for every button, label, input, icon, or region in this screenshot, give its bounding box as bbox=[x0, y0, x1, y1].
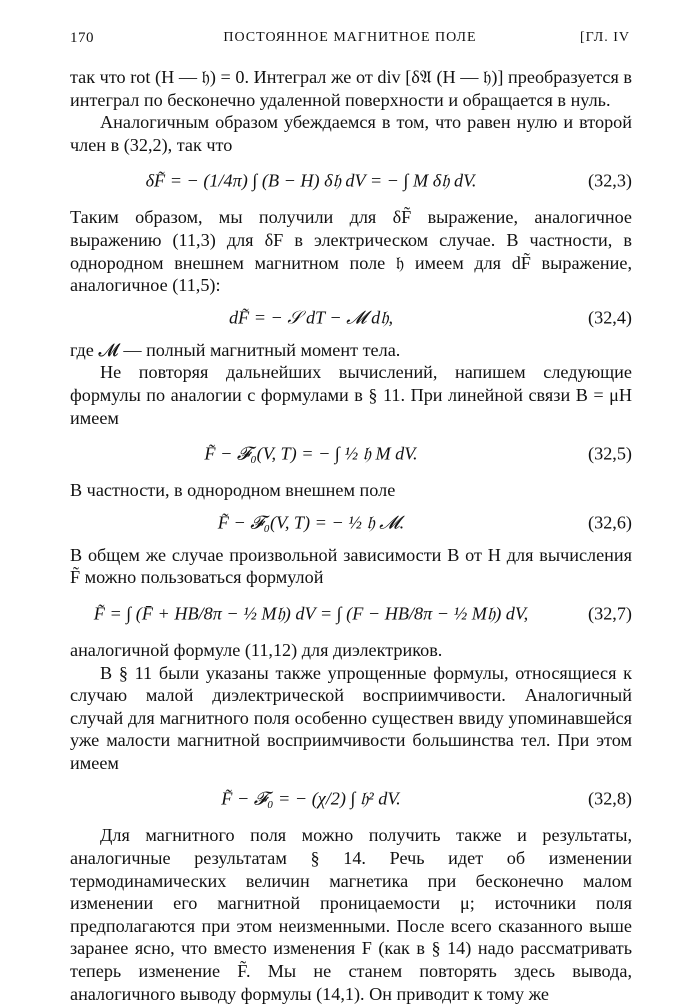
equation-32-4 bbox=[70, 297, 632, 339]
page-body bbox=[70, 66, 632, 1005]
equation-32-7 bbox=[70, 589, 632, 639]
paragraph: Аналогичным образом убеждаемся в том, что равен нулю и второй член в (32,2), так что bbox=[70, 112, 632, 155]
equation-32-5 bbox=[70, 429, 632, 479]
paragraph: аналогичной формуле (11,12) для диэлектриков. bbox=[70, 639, 443, 660]
equation-number: (32,8) bbox=[588, 789, 632, 810]
paragraph: В § 11 были указаны также упрощенные формулы, относящиеся к случаю малой диэлектрической восприимчивости. Аналогичный случай для магнитного поля особенно существен ввиду упоминавшейся уже малости магнитной восприимчивости большинства тел. При этом имеем bbox=[70, 662, 632, 773]
paragraph: В общем же случае произвольной зависимости B от H для вычисления F̃ можно пользоваться формулой bbox=[70, 544, 632, 588]
equation-number: (32,6) bbox=[588, 512, 632, 533]
equation-number: (32,5) bbox=[588, 443, 632, 464]
paragraph: Для магнитного поля можно получить также и результаты, аналогичные результатам § 14. Речь идет об изменении термодинамических величин магнетика при бесконечно малом изменении его магнитной проницаемости μ; источники поля предполагаются при этом неизменными. После всего сказанного выше заранее ясно, что вместо изменения F (как в § 14) надо рассматривать теперь изменение F̃. Мы не станем повторять здесь вывода, аналогичного выводу формулы (14,1). Он приводит к тому же bbox=[70, 825, 632, 1004]
equation-number: (32,3) bbox=[588, 171, 632, 192]
running-title: ПОСТОЯННОЕ МАГНИТНОЕ ПОЛЕ bbox=[223, 30, 477, 45]
page-number: 170 bbox=[70, 30, 94, 46]
equation-32-8 bbox=[70, 774, 632, 824]
equation-formula: F̃ = ∫ (F̄ + HB/8π − ½ M𝔥) dV = ∫ (F − HB/8π − ½ M𝔥) dV, bbox=[93, 603, 529, 624]
equation-number: (32,7) bbox=[588, 603, 632, 624]
equation-number: (32,4) bbox=[588, 307, 632, 328]
equation-32-6 bbox=[70, 502, 632, 544]
equation-formula: dF̃ = − 𝒮 dT − 𝓜 d𝔥, bbox=[228, 307, 394, 328]
equation-formula: F̃ − 𝓕₀ = − (χ/2) ∫ 𝔥² dV. bbox=[221, 789, 401, 810]
equation-32-3 bbox=[70, 156, 632, 206]
equation-formula: F̃ − 𝓕₀(V, T) = − ∫ ½ 𝔥 M dV. bbox=[204, 443, 418, 464]
page-header bbox=[70, 30, 630, 54]
equation-formula: δF̃ = − (1/4π) ∫ (B − H) δ𝔥 dV = − ∫ M δ𝔥 dV. bbox=[145, 171, 477, 192]
paragraph: В частности, в однородном внешнем поле bbox=[70, 480, 396, 501]
chapter-label: [ГЛ. IV bbox=[580, 30, 630, 45]
paragraph: Не повторяя дальнейших вычислений, напишем следующие формулы по аналогии с формулами в § 11. При линейной связи B = μH имеем bbox=[70, 362, 632, 428]
paragraph: так что rot (H — 𝔥) = 0. Интеграл же от div [δ𝔄 (H — 𝔥)] преобразуется в интеграл по бесконечно удаленной поверхности и обращается в нуль. bbox=[70, 67, 632, 110]
equation-formula: F̃ − 𝓕₀(V, T) = − ½ 𝔥 𝓜. bbox=[217, 512, 405, 533]
paragraph: где 𝓜 — полный магнитный момент тела. bbox=[70, 339, 401, 360]
paragraph: Таким образом, мы получили для δF̃ выражение, аналогичное выражению (11,3) для δF в электрическом случае. В частности, в однородном внешнем магнитном поле 𝔥 имеем для dF̃ выражение, аналогичное (11,5): bbox=[70, 207, 632, 296]
